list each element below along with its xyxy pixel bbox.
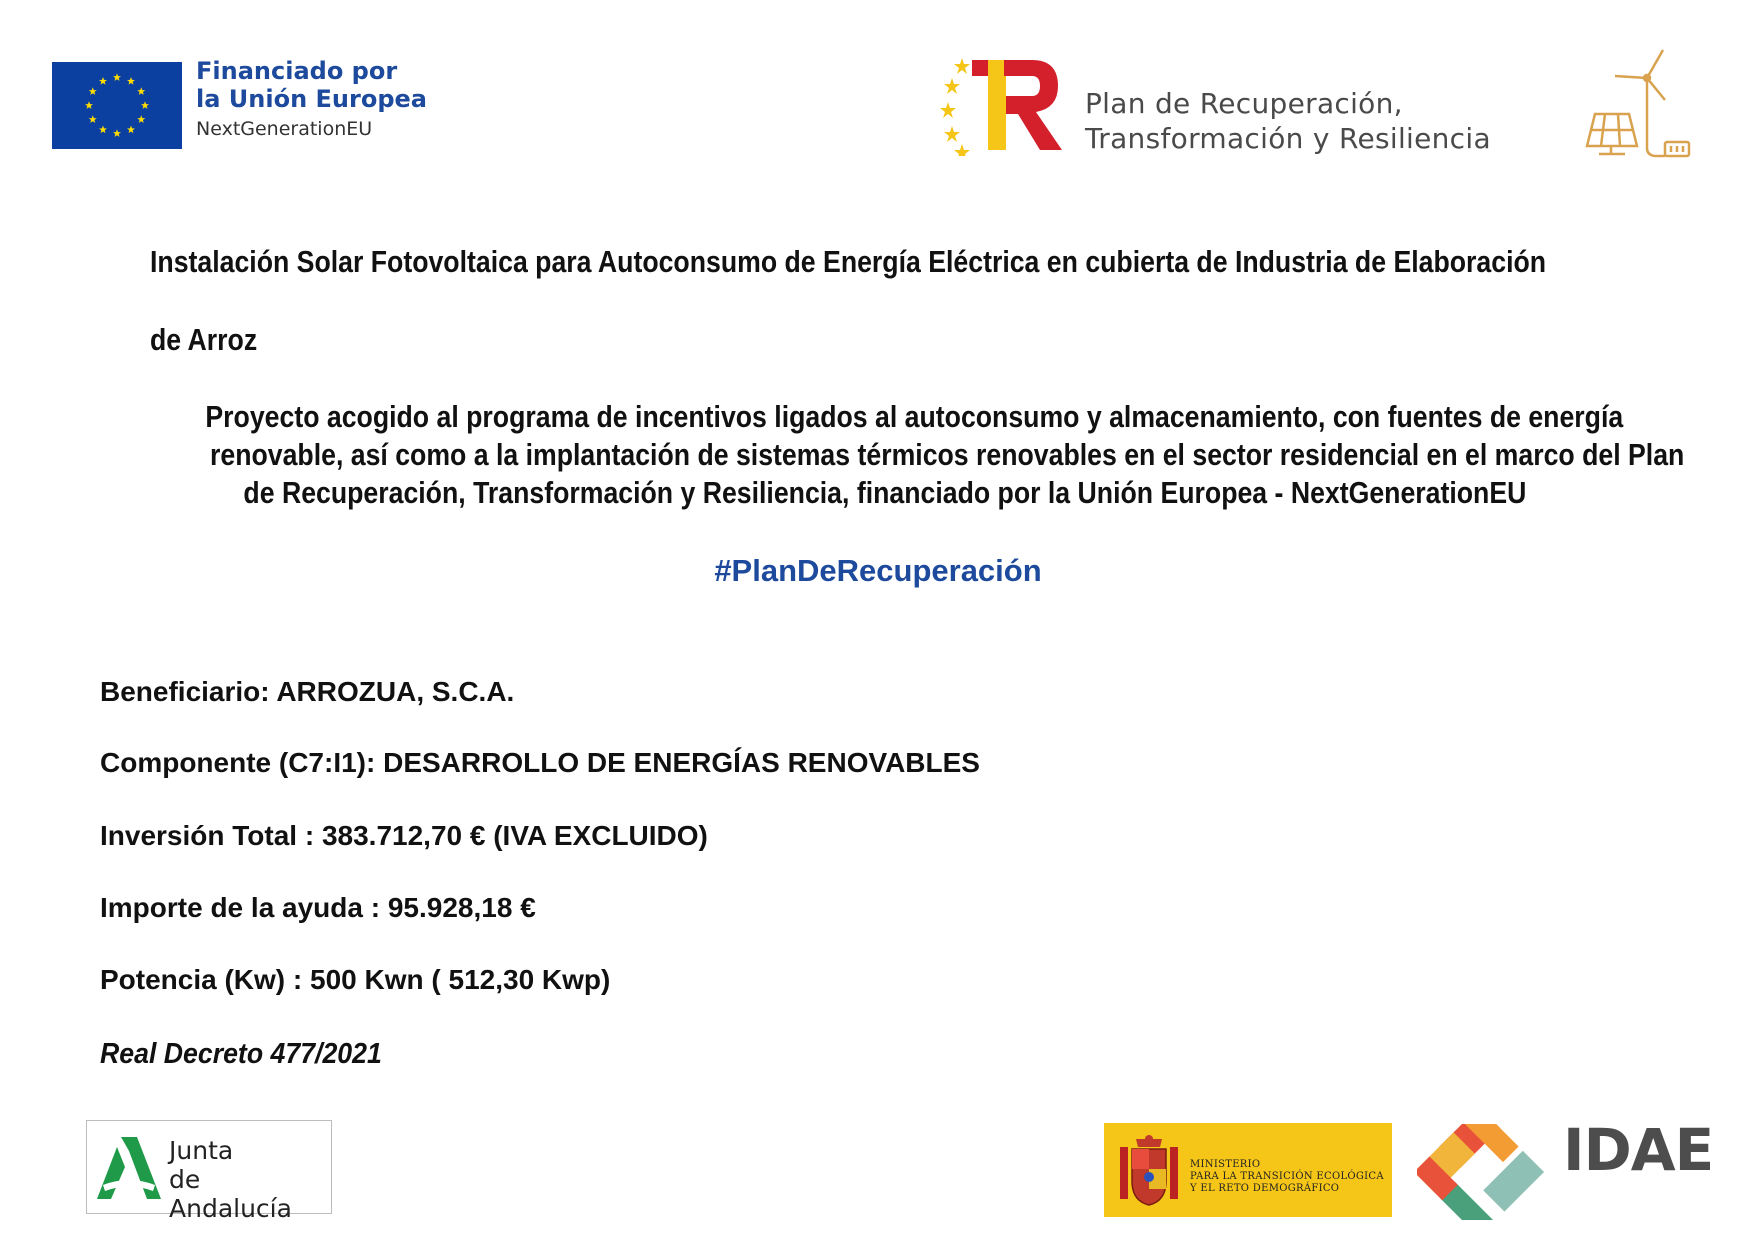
prtr-logo-text: [1085, 86, 1491, 156]
eu-flag-icon: [52, 62, 182, 149]
prtr-line-2: Transformación y Resiliencia: [1085, 122, 1491, 155]
junta-andalucia-logo: [86, 1120, 332, 1223]
eu-line-1: Financiado por: [196, 57, 398, 85]
eu-line-3: NextGenerationEU: [196, 118, 373, 141]
ministerio-line-2: PARA LA TRANSICIÓN ECOLÓGICA: [1190, 1171, 1384, 1182]
eu-star-icon: [127, 126, 135, 134]
eu-star-icon: [89, 87, 97, 95]
spain-coat-of-arms-icon: [1116, 1133, 1182, 1207]
idae-logo-icon: [1417, 1124, 1551, 1220]
project-line-1: Proyecto acogido al programa de incentivos ligados al autoconsumo y almacenamiento, con fuentes de energía: [205, 399, 1624, 434]
junta-andalucia-icon: [95, 1135, 163, 1201]
eu-star-icon: [85, 101, 93, 109]
project-line-3: de Recuperación, Transformación y Resiliencia, financiado por la Unión Europea - NextGenerationEU: [243, 475, 1527, 510]
idae-logo-text: IDAE: [1563, 1116, 1714, 1184]
solar-wind-energy-icon: [1585, 48, 1695, 160]
prtr-line-1: Plan de Recuperación,: [1085, 87, 1403, 120]
eu-logo-text: [196, 58, 427, 141]
eu-star-icon: [99, 77, 107, 85]
document-title-line-1: Instalación Solar Fotovoltaica para Autoconsumo de Energía Eléctrica en cubierta de Industria de Elaboración: [150, 244, 1547, 279]
prtr-logo-icon: [940, 56, 1065, 156]
eu-star-icon: [113, 129, 121, 137]
eu-line-2: la Unión Europea: [196, 84, 427, 113]
project-description: [90, 398, 1685, 512]
ministerio-line-3: Y EL RETO DEMOGRÁFICO: [1190, 1183, 1340, 1194]
eu-star-icon: [137, 115, 145, 123]
junta-line-1: Junta: [169, 1136, 234, 1165]
project-line-2: renovable, así como a la implantación de sistemas térmicos renovables en el sector residencial en el marco del Plan: [210, 437, 1685, 472]
junta-line-2: de Andalucía: [169, 1164, 292, 1223]
real-decreto: Real Decreto 477/2021: [100, 1038, 382, 1070]
document-title-line-2: de Arroz: [150, 322, 258, 357]
ministerio-logo: [1104, 1123, 1392, 1217]
eu-star-icon: [89, 115, 97, 123]
ministerio-line-1: MINISTERIO: [1190, 1159, 1261, 1170]
eu-star-icon: [141, 101, 149, 109]
potencia-field: Potencia (Kw) : 500 Kwn ( 512,30 Kwp): [100, 964, 611, 995]
beneficiario-field: Beneficiario: ARROZUA, S.C.A.: [100, 676, 515, 707]
componente-field: Componente (C7:I1): DESARROLLO DE ENERGÍAS RENOVABLES: [100, 747, 980, 778]
inversion-field: Inversión Total : 383.712,70 € (IVA EXCLUIDO): [100, 820, 708, 851]
importe-field: Importe de la ayuda : 95.928,18 €: [100, 892, 536, 923]
eu-star-icon: [113, 73, 121, 81]
hashtag: #PlanDeRecuperación: [714, 553, 1042, 588]
eu-star-icon: [99, 126, 107, 134]
eu-star-icon: [137, 87, 145, 95]
eu-star-icon: [127, 77, 135, 85]
